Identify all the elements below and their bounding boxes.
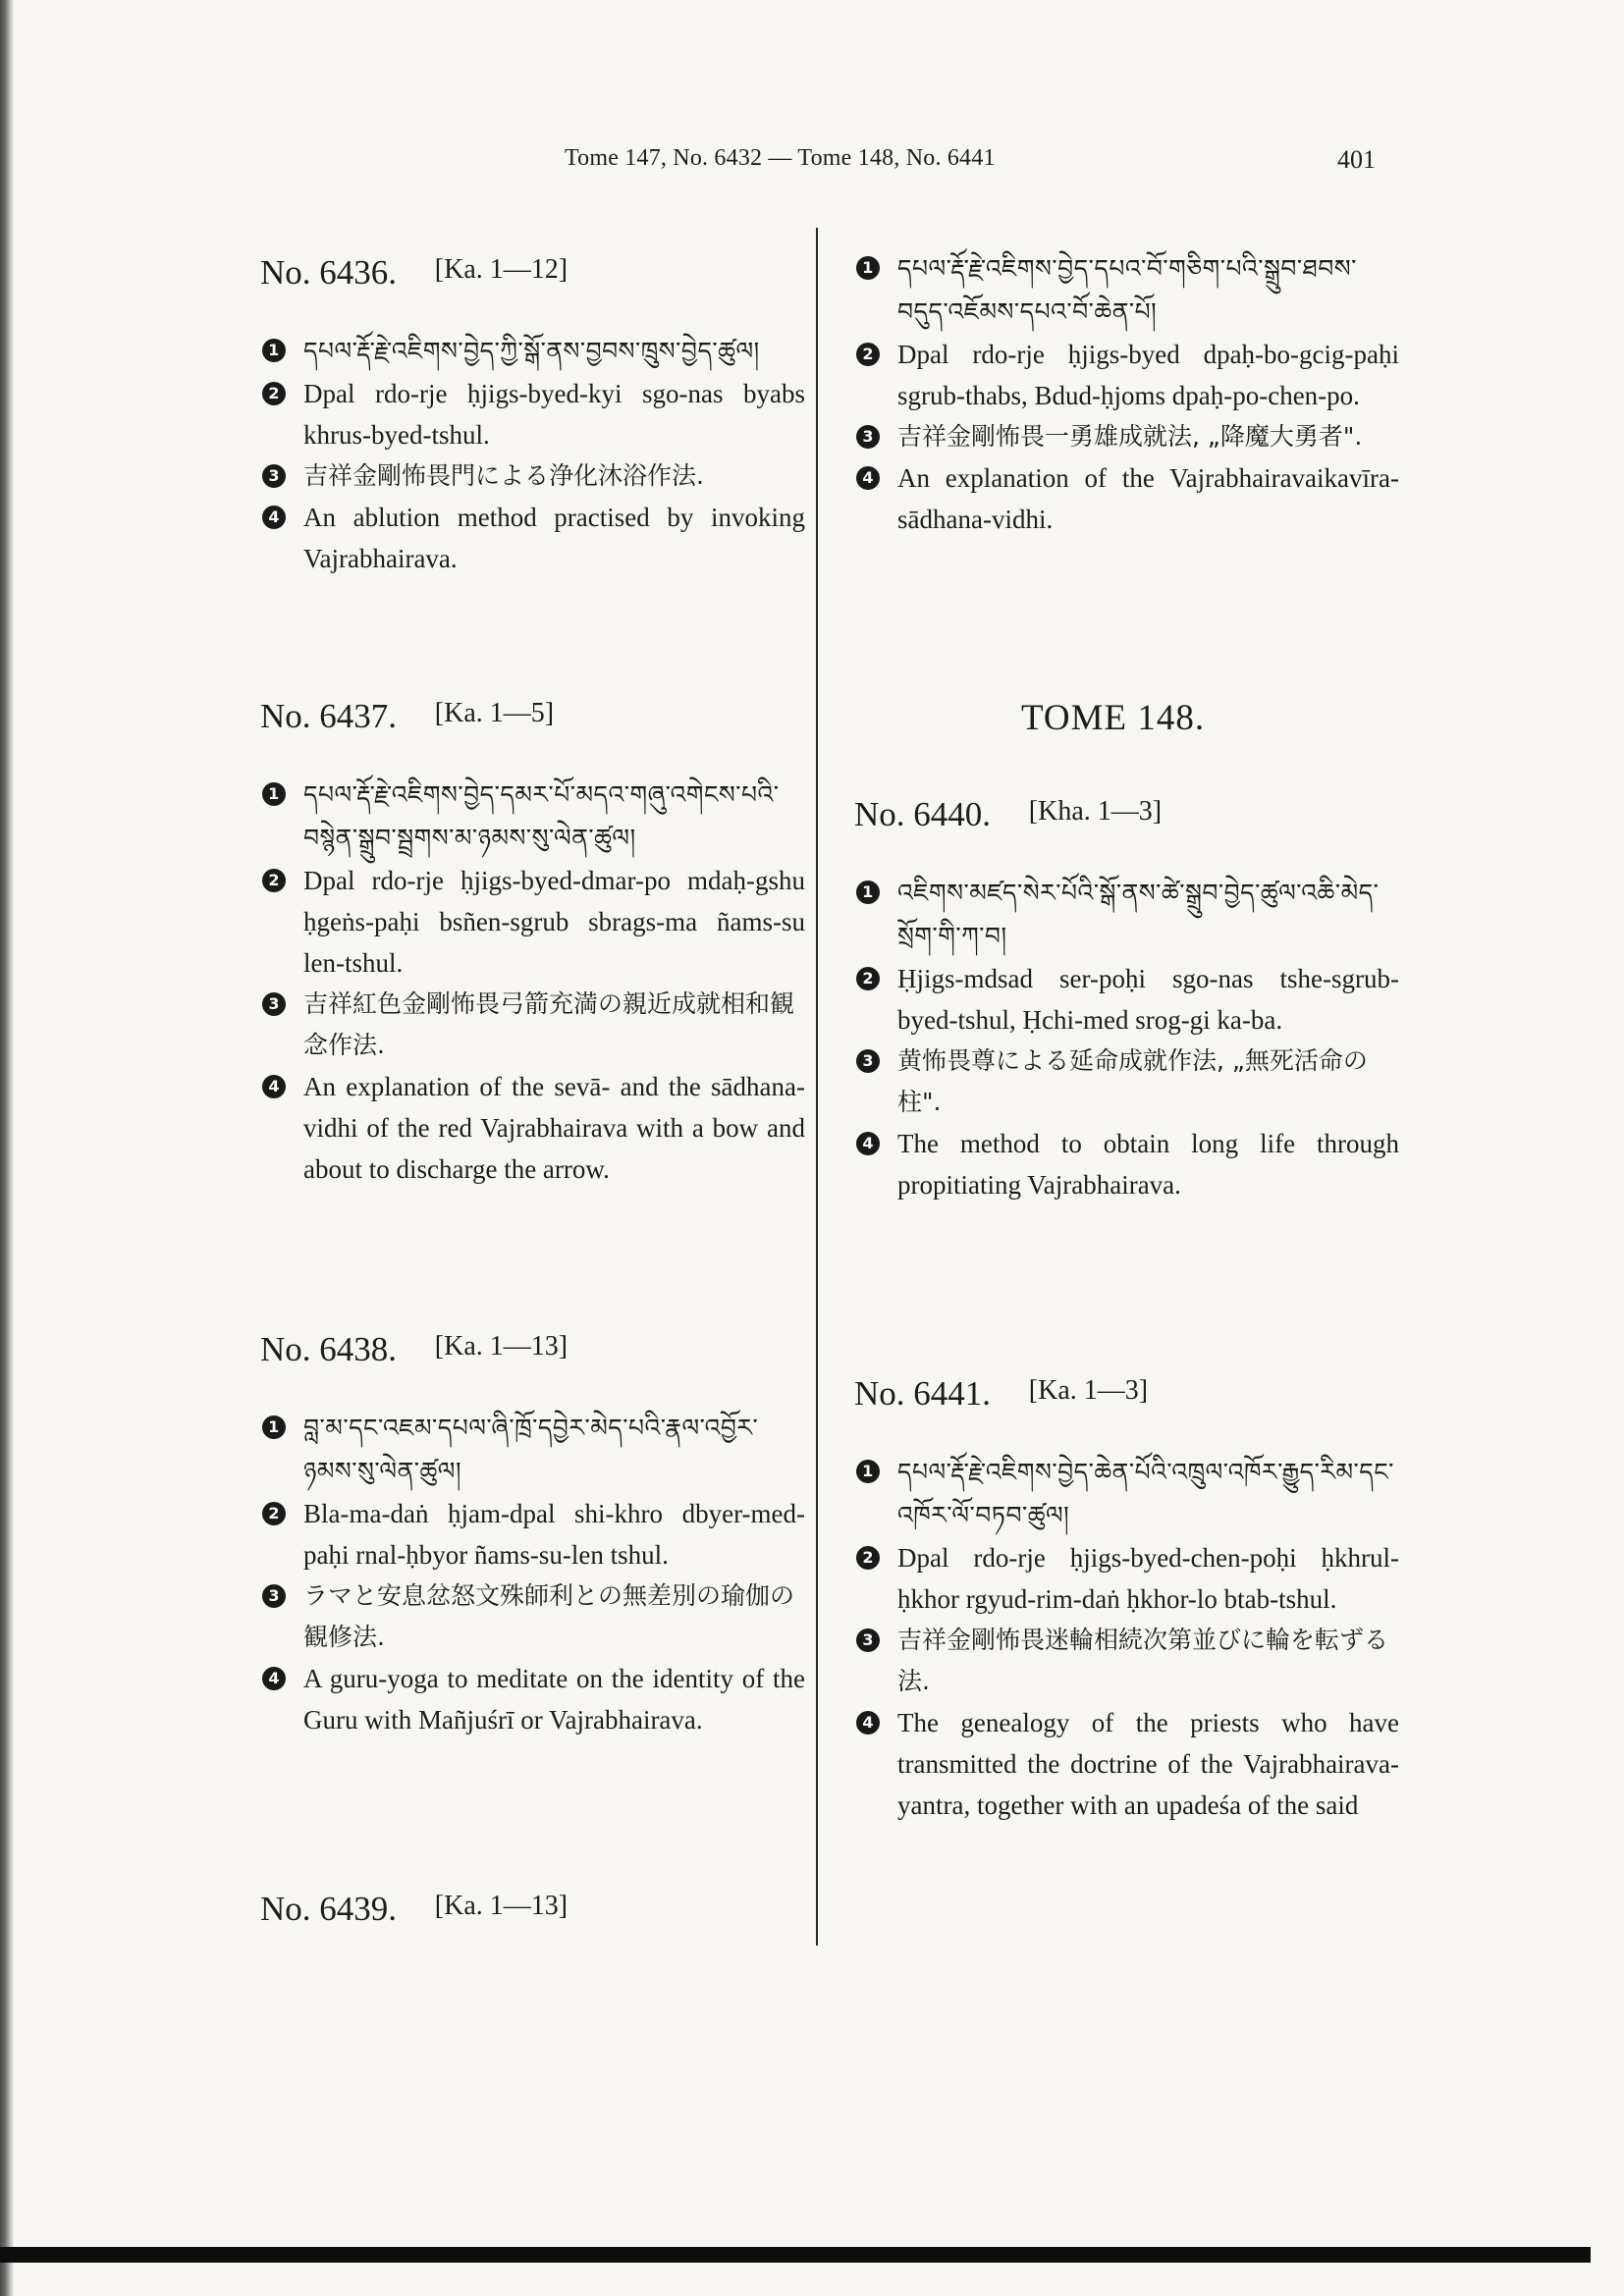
marker-4-icon: 4 [262, 1075, 286, 1098]
entry-6441 [854, 1374, 1399, 1826]
tibetan-title: 1 དཔལ་རྡོ་རྗེ་འཇིགས་བྱེད་ཆེན་པོའི་འཁྲུལ་འཁོར་རྒྱུད་རིམ་དང་འཁོར་ལོ་བཏབ་ཚུལ། [854, 1451, 1399, 1537]
marker-4-icon: 4 [262, 506, 286, 529]
column-divider [816, 228, 818, 1946]
marker-2-icon: 2 [262, 869, 286, 892]
entry-6438 [260, 1330, 805, 1740]
entry-number: No. 6440. [854, 795, 992, 833]
entry-heading [260, 1330, 805, 1369]
entry-number: No. 6439. [260, 1890, 398, 1928]
marker-1-icon: 1 [262, 1415, 286, 1439]
marker-4-icon: 4 [856, 1132, 880, 1155]
marker-4-icon: 4 [856, 466, 880, 490]
running-head: Tome 147, No. 6432 — Tome 148, No. 6441 [565, 145, 996, 171]
folio-reference: [Ka. 1—5] [434, 698, 555, 728]
marker-4-icon: 4 [856, 1711, 880, 1735]
entry-heading [260, 1890, 805, 1929]
japanese-title: 3 ラマと安息忿怒文殊師利との無差別の瑜伽の観修法. [260, 1575, 805, 1658]
entry-6439 [260, 1890, 805, 1966]
marker-3-icon: 3 [262, 1584, 286, 1608]
entry-heading [260, 697, 805, 736]
marker-4-icon: 4 [262, 1667, 286, 1690]
marker-1-icon: 1 [856, 256, 880, 280]
japanese-title: 3 黄怖畏尊による延命成就作法, „無死活命の柱". [854, 1041, 1399, 1123]
marker-3-icon: 3 [856, 1629, 880, 1652]
transliteration: 2 Dpal rdo-rje ḥjigs-byed-kyi sgo-nas byabs khrus-byed-tshul. [260, 373, 805, 455]
entry-6439-continued [854, 247, 1399, 540]
japanese-title: 3 吉祥紅色金剛怖畏弓箭充満の親近成就相和観念作法. [260, 984, 805, 1066]
entry-6436 [260, 253, 805, 579]
marker-1-icon: 1 [262, 339, 286, 362]
marker-2-icon: 2 [856, 1546, 880, 1570]
transliteration: 2 Dpal rdo-rje ḥjigs-byed dpaḥ-bo-gcig-paḥi sgrub-thabs, Bdud-ḥjoms dpaḥ-po-chen-po. [854, 334, 1399, 416]
marker-3-icon: 3 [856, 425, 880, 449]
tome-title: TOME 148. [1021, 698, 1206, 738]
japanese-title: 3 吉祥金剛怖畏迷輪相続次第並びに輪を転ずる法. [854, 1620, 1399, 1702]
marker-3-icon: 3 [262, 464, 286, 488]
folio-reference: [Ka. 1—13] [434, 1331, 568, 1362]
english-description: 4 An explanation of the Vajrabhairavaikavīra-sādhana-vidhi. [854, 457, 1399, 540]
marker-2-icon: 2 [262, 1502, 286, 1525]
folio-reference: [Kha. 1—3] [1028, 796, 1163, 827]
marker-2-icon: 2 [856, 343, 880, 366]
english-description: 4 The genealogy of the priests who have transmitted the doctrine of the Vajrabhairava-yantra, together with an upadeśa of the said [854, 1702, 1399, 1826]
entry-heading [854, 1374, 1399, 1414]
transliteration: 2 Ḥjigs-mdsad ser-poḥi sgo-nas tshe-sgrub-byed-tshul, Ḥchi-med srog-gi ka-ba. [854, 958, 1399, 1041]
marker-3-icon: 3 [856, 1049, 880, 1073]
tibetan-title: 1 དཔལ་རྡོ་རྗེ་འཇིགས་བྱེད་དཔའ་བོ་གཅིག་པའི་སྒྲུབ་ཐབས་བདུད་འཇོམས་དཔའ་བོ་ཆེན་པོ། [854, 247, 1399, 334]
entry-6437 [260, 697, 805, 1190]
marker-2-icon: 2 [262, 382, 286, 405]
marker-1-icon: 1 [856, 1460, 880, 1483]
marker-1-icon: 1 [856, 881, 880, 904]
english-description: 4 An ablution method practised by invoking Vajrabhairava. [260, 497, 805, 579]
entry-number: No. 6438. [260, 1330, 398, 1368]
entry-heading [854, 795, 1399, 834]
entry-number: No. 6441. [854, 1374, 992, 1413]
page-number: 401 [1337, 145, 1376, 174]
english-description: 4 A guru-yoga to meditate on the identity of the Guru with Mañjuśrī or Vajrabhairava. [260, 1658, 805, 1740]
entry-number: No. 6436. [260, 253, 398, 292]
marker-2-icon: 2 [856, 967, 880, 990]
folio-reference: [Ka. 1—12] [434, 254, 568, 285]
marker-3-icon: 3 [262, 992, 286, 1016]
english-description: 4 An explanation of the sevā- and the sādhana-vidhi of the red Vajrabhairava with a bow and about to discharge the arrow. [260, 1066, 805, 1190]
entry-number: No. 6437. [260, 697, 398, 735]
folio-reference: [Ka. 1—13] [434, 1891, 568, 1921]
japanese-title: 3 吉祥金剛怖畏一勇雄成就法, „降魔大勇者". [854, 416, 1399, 457]
transliteration: 2 Dpal rdo-rje ḥjigs-byed-chen-poḥi ḥkhrul-ḥkhor rgyud-rim-daṅ ḥkhor-lo btab-tshul. [854, 1537, 1399, 1620]
tibetan-title: 1 འཇིགས་མཛད་སེར་པོའི་སྒོ་ནས་ཚེ་སྒྲུབ་བྱེད་ཚུལ་འཆི་མེད་སྲོག་གི་ཀ་བ། [854, 872, 1399, 958]
scan-left-edge [0, 0, 14, 2296]
japanese-title: 3 吉祥金剛怖畏門による浄化沐浴作法. [260, 455, 805, 497]
scan-bottom-edge [0, 2247, 1591, 2263]
transliteration: 2 Bla-ma-daṅ ḥjam-dpal shi-khro dbyer-med-paḥi rnal-ḥbyor ñams-su-len tshul. [260, 1493, 805, 1575]
folio-reference: [Ka. 1—3] [1028, 1375, 1149, 1406]
entry-6440 [854, 795, 1399, 1205]
tibetan-title: 1 དཔལ་རྡོ་རྗེ་འཇིགས་བྱེད་དམར་པོ་མདའ་གཞུ་འགེངས་པའི་བསྙེན་སྒྲུབ་སྦྲགས་མ་ཉམས་སུ་ལེན་ཚུལ། [260, 774, 805, 860]
english-description: 4 The method to obtain long life through propitiating Vajrabhairava. [854, 1123, 1399, 1205]
tibetan-title: 1 བླ་མ་དང་འཇམ་དཔལ་ཞི་ཁྲོ་དབྱེར་མེད་པའི་རྣལ་འབྱོར་ཉམས་སུ་ལེན་ཚུལ། [260, 1407, 805, 1493]
tibetan-title: 1 དཔལ་རྡོ་རྗེ་འཇིགས་བྱེད་ཀྱི་སྒོ་ནས་བྱབས་ཁྲུས་བྱེད་ཚུལ། [260, 330, 805, 373]
marker-1-icon: 1 [262, 782, 286, 806]
entry-heading [260, 253, 805, 293]
transliteration: 2 Dpal rdo-rje ḥjigs-byed-dmar-po mdaḥ-gshu ḥgeṅs-paḥi bsñen-sgrub sbrags-ma ñams-su len-tshul. [260, 860, 805, 984]
